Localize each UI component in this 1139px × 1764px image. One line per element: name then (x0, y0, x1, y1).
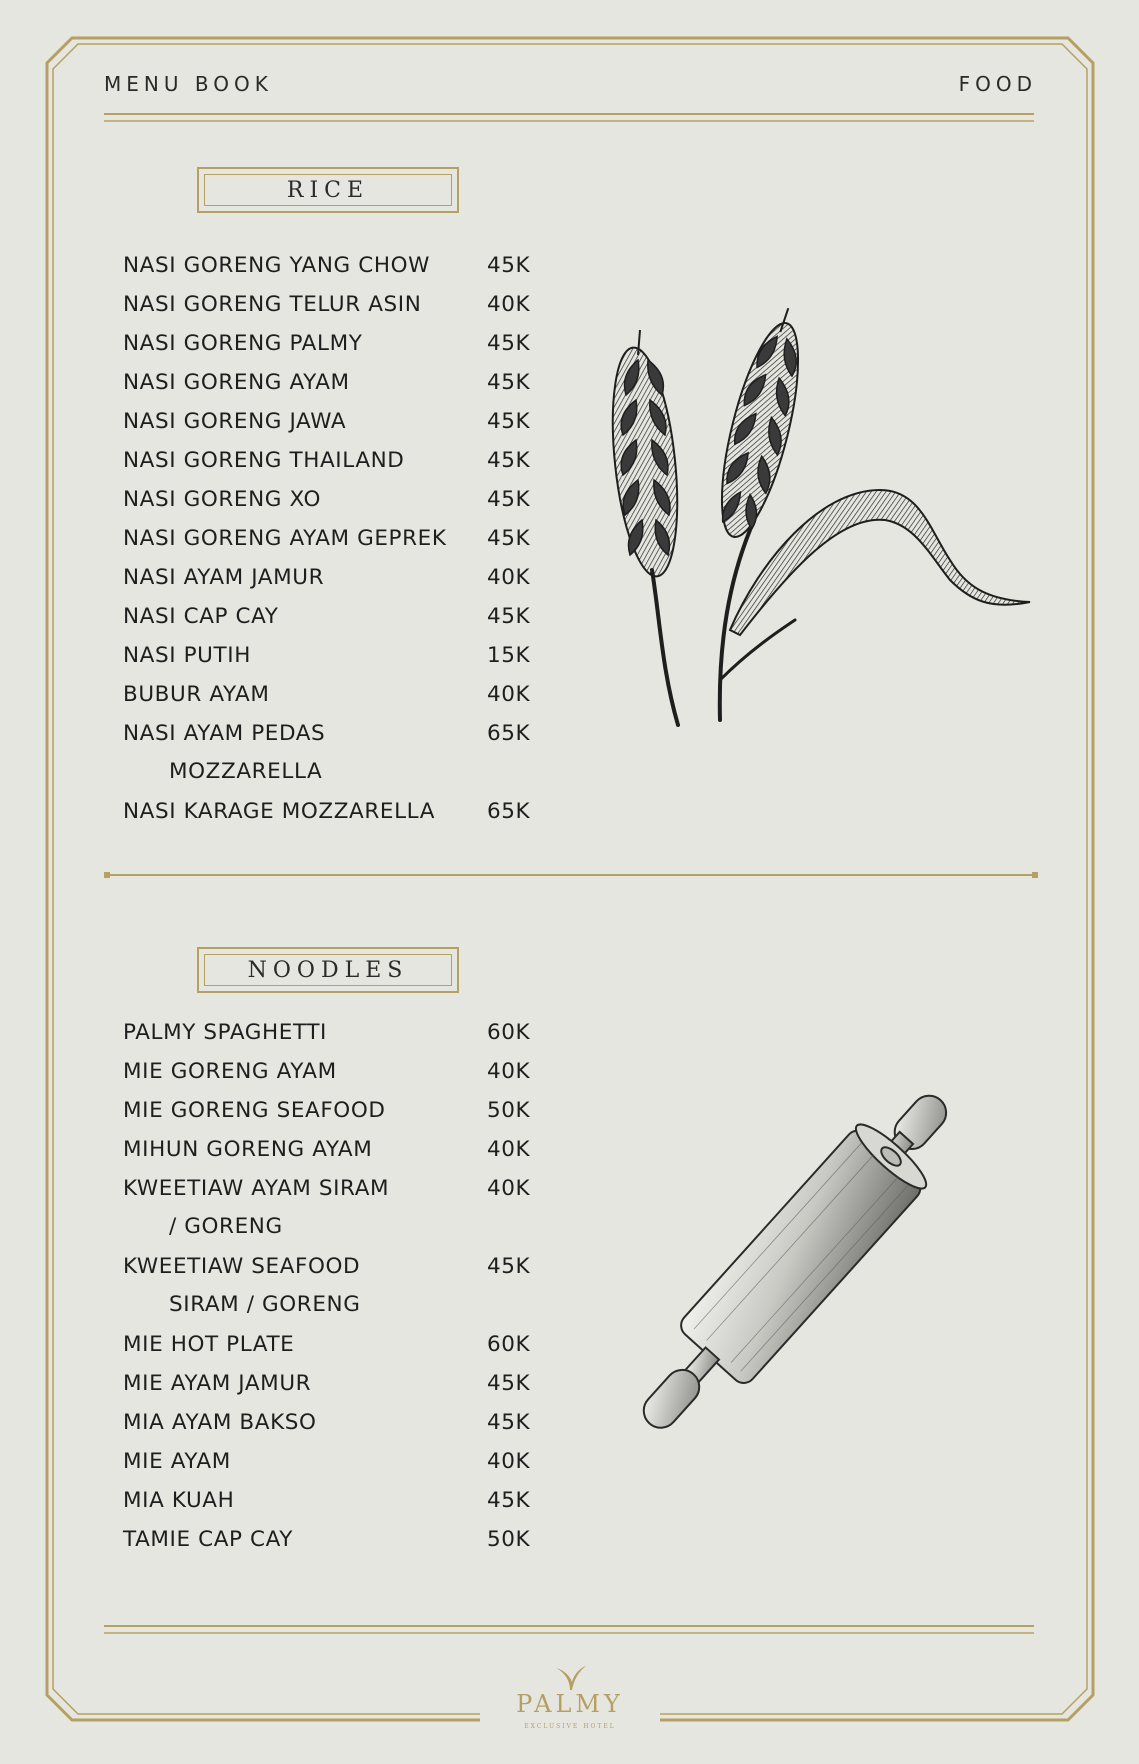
item-price: 50K (487, 1527, 531, 1552)
palmy-logo (490, 1660, 650, 1740)
item-name: MIE AYAM (123, 1449, 231, 1474)
item-name: MIE HOT PLATE (123, 1332, 295, 1357)
menu-item (123, 253, 543, 292)
item-name: NASI AYAM JAMUR (123, 565, 325, 590)
item-price: 65K (487, 799, 531, 824)
item-name: NASI GORENG YANG CHOW (123, 253, 431, 278)
wheat-leaf (730, 490, 1030, 635)
item-name: NASI CAP CAY (123, 604, 279, 629)
item-price: 45K (487, 604, 531, 629)
item-price: 45K (487, 253, 531, 278)
item-name: TAMIE CAP CAY (123, 1527, 293, 1552)
menu-item (123, 1332, 543, 1371)
item-name-continued: SIRAM / GORENG (169, 1292, 361, 1317)
item-price: 40K (487, 682, 531, 707)
item-price: 45K (487, 1371, 531, 1396)
item-price: 45K (487, 1410, 531, 1435)
logo-tagline: EXCLUSIVE HOTEL (524, 1723, 616, 1730)
item-name: NASI GORENG AYAM (123, 370, 350, 395)
item-name-continued: / GORENG (169, 1214, 283, 1239)
item-price: 40K (487, 292, 531, 317)
menu-item (123, 1488, 543, 1527)
menu-item (123, 1020, 543, 1059)
menu-item (123, 487, 543, 526)
item-name: NASI AYAM PEDAS (123, 721, 326, 746)
item-name: NASI GORENG XO (123, 487, 321, 512)
item-price: 40K (487, 1137, 531, 1162)
item-price: 40K (487, 1176, 531, 1201)
rice-title-text: RICE (204, 174, 452, 206)
item-price: 60K (487, 1332, 531, 1357)
item-name-continued: MOZZARELLA (169, 759, 323, 784)
item-price: 15K (487, 643, 531, 668)
item-price: 45K (487, 448, 531, 473)
menu-item (123, 721, 543, 799)
menu-item (123, 1176, 543, 1254)
menu-item (123, 331, 543, 370)
item-price: 45K (487, 1488, 531, 1513)
rolling-pin-illustration (600, 1010, 1020, 1480)
menu-item (123, 1137, 543, 1176)
item-name: NASI GORENG JAWA (123, 409, 347, 434)
menu-book-label: MENU BOOK (104, 72, 273, 96)
item-price: 45K (487, 370, 531, 395)
item-name: NASI GORENG THAILAND (123, 448, 405, 473)
divider-dot-right (1032, 872, 1038, 878)
noodles-section-title (197, 947, 459, 993)
item-price: 45K (487, 526, 531, 551)
menu-item (123, 565, 543, 604)
item-price: 40K (487, 1449, 531, 1474)
menu-item (123, 370, 543, 409)
item-price: 45K (487, 331, 531, 356)
menu-item (123, 1527, 543, 1566)
item-name: MIA KUAH (123, 1488, 235, 1513)
menu-item (123, 409, 543, 448)
menu-item (123, 526, 543, 565)
menu-item (123, 1098, 543, 1137)
wheat-illustration (590, 300, 1040, 740)
menu-item (123, 1059, 543, 1098)
divider-dot-left (104, 872, 110, 878)
item-price: 45K (487, 1254, 531, 1279)
menu-item (123, 1449, 543, 1488)
palm-leaf-icon (552, 1662, 588, 1692)
item-name: MIE AYAM JAMUR (123, 1371, 312, 1396)
item-name: NASI GORENG AYAM GEPREK (123, 526, 447, 551)
item-price: 60K (487, 1020, 531, 1045)
item-name: MIA AYAM BAKSO (123, 1410, 317, 1435)
noodles-menu-list (123, 1020, 543, 1566)
menu-item (123, 799, 543, 838)
wheat-ear-right (706, 302, 817, 544)
item-name: NASI KARAGE MOZZARELLA (123, 799, 436, 824)
item-name: NASI GORENG TELUR ASIN (123, 292, 422, 317)
food-category-label: FOOD (958, 72, 1037, 96)
item-price: 65K (487, 721, 531, 746)
item-name: KWEETIAW AYAM SIRAM (123, 1176, 390, 1201)
menu-item (123, 1254, 543, 1332)
item-price: 50K (487, 1098, 531, 1123)
item-name: MIE GORENG SEAFOOD (123, 1098, 386, 1123)
menu-item (123, 643, 543, 682)
rice-section-title (197, 167, 459, 213)
logo-brand: PALMY (516, 1690, 624, 1718)
menu-item (123, 1410, 543, 1449)
menu-item (123, 292, 543, 331)
menu-item (123, 682, 543, 721)
item-name: MIHUN GORENG AYAM (123, 1137, 373, 1162)
menu-item (123, 604, 543, 643)
wheat-ear-left (603, 330, 687, 580)
item-name: BUBUR AYAM (123, 682, 270, 707)
item-price: 45K (487, 409, 531, 434)
item-price: 40K (487, 565, 531, 590)
item-name: NASI GORENG PALMY (123, 331, 363, 356)
item-name: NASI PUTIH (123, 643, 251, 668)
item-price: 45K (487, 487, 531, 512)
menu-item (123, 448, 543, 487)
menu-item (123, 1371, 543, 1410)
item-name: KWEETIAW SEAFOOD (123, 1254, 361, 1279)
item-price: 40K (487, 1059, 531, 1084)
noodles-title-text: NOODLES (204, 954, 452, 986)
item-name: PALMY SPAGHETTI (123, 1020, 328, 1045)
rice-menu-list (123, 253, 543, 838)
item-name: MIE GORENG AYAM (123, 1059, 337, 1084)
